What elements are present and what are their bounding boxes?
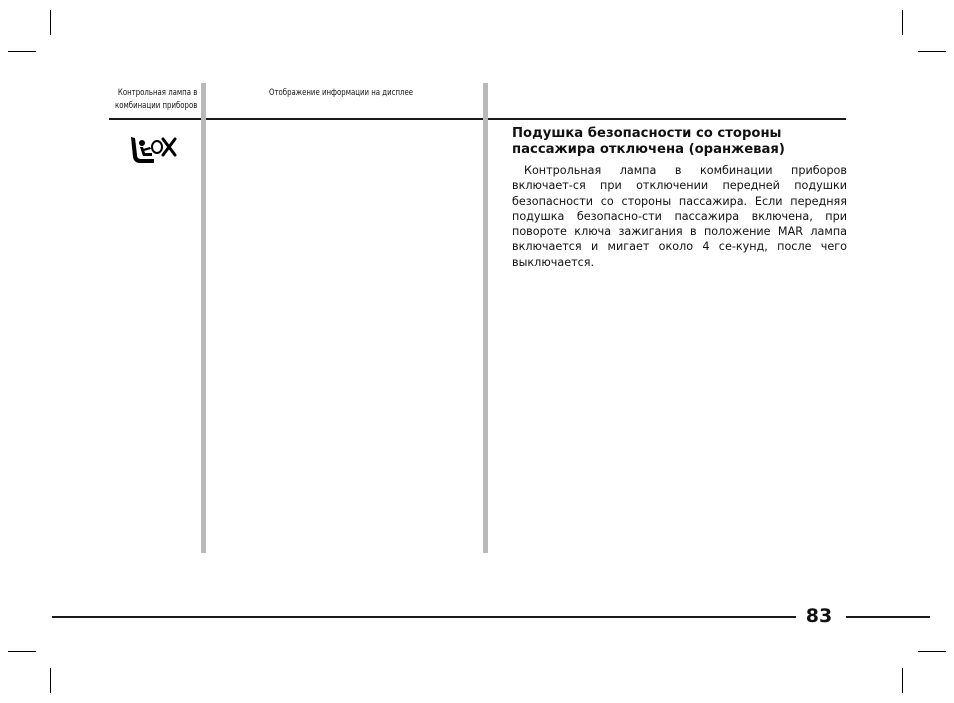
header-col1-line1: Контрольная лампа в	[117, 88, 197, 98]
crop-mark-bottom-left-h	[8, 651, 36, 652]
section-title	[512, 126, 852, 158]
footer-rule-left	[52, 616, 796, 618]
section-title-line2: пассажира отключена (оранжевая)	[512, 142, 785, 157]
header-col-display-info: Отображение информации на дисплее	[269, 88, 414, 98]
column-divider-right	[483, 83, 488, 553]
page-number: 83	[805, 605, 833, 627]
crop-mark-top-right-v	[902, 10, 903, 35]
section-body	[512, 163, 847, 270]
crop-mark-bottom-right-v	[902, 668, 903, 693]
column-divider-left	[201, 83, 206, 553]
footer-rule-right	[846, 616, 930, 618]
crop-mark-top-right-h	[918, 51, 946, 52]
crop-mark-bottom-right-h	[918, 651, 946, 652]
passenger-airbag-off-icon	[128, 135, 180, 167]
header-rule	[109, 118, 846, 120]
section-title-line1: Подушка безопасности со стороны	[512, 126, 782, 141]
crop-mark-top-left-h	[8, 51, 36, 52]
crop-mark-top-left-v	[50, 10, 51, 35]
crop-mark-bottom-left-v	[50, 668, 51, 693]
header-col-warning-lamp	[115, 87, 197, 113]
header-col1-line2: комбинации приборов	[114, 101, 197, 111]
section-body-paragraph: Контрольная лампа в комбинации приборов включает-ся при отключении передней подушки безопасности со стороны пассажира. Если передняя подушка безопасно-сти пассажира включена, при повороте ключа зажигания в положение MAR лампа включается и мигает около 4 се-кунд, после чего выключается.	[512, 164, 847, 269]
